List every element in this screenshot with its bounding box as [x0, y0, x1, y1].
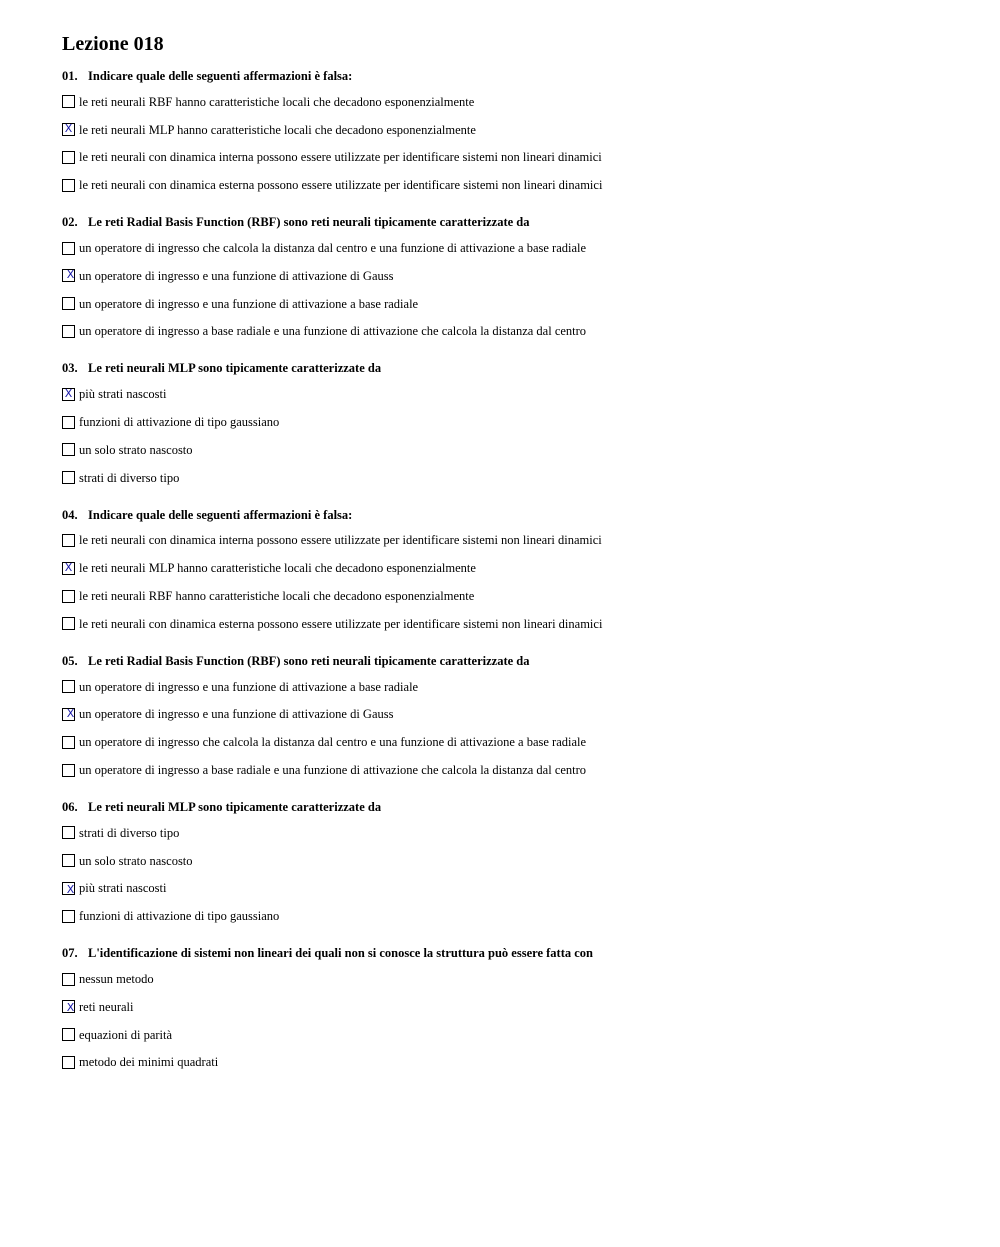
answer-text: le reti neurali con dinamica interna possono essere utilizzate per identificare sistemi non lineari dinamici [79, 150, 602, 165]
answer-option[interactable] [62, 673, 962, 701]
answer-text: più strati nascosti [79, 387, 167, 402]
answer-text: le reti neurali RBF hanno caratteristiche locali che decadono esponenzialmente [79, 94, 475, 109]
question-header [62, 359, 962, 377]
answer-checkbox[interactable] [62, 973, 75, 986]
check-mark: X [66, 268, 75, 282]
answer-checkbox[interactable] [62, 736, 75, 749]
question-text: Le reti neurali MLP sono tipicamente caratterizzate da [88, 799, 382, 814]
question-number: 04. [62, 507, 78, 522]
answer-option[interactable] [62, 408, 962, 436]
question-header [62, 67, 962, 85]
answer-checkbox[interactable] [62, 242, 75, 255]
answer-text: reti neurali [79, 999, 134, 1014]
answer-text: equazioni di parità [79, 1027, 173, 1042]
answer-text: nessun metodo [79, 972, 154, 987]
answer-text: le reti neurali con dinamica esterna possono essere utilizzate per identificare sistemi non lineari dinamici [79, 178, 603, 193]
question [62, 359, 962, 491]
answer-checkbox[interactable] [62, 764, 75, 777]
answer-checkbox[interactable] [62, 617, 75, 630]
document-page [62, 30, 962, 1076]
check-mark: X [64, 560, 73, 574]
answer-checkbox[interactable] [62, 1028, 75, 1041]
question-text: Indicare quale delle seguenti affermazioni è falsa: [88, 69, 353, 83]
answer-checkbox[interactable] [62, 95, 75, 108]
answer-option[interactable] [62, 1021, 962, 1049]
question-header [62, 506, 962, 524]
answer-option[interactable] [62, 171, 962, 199]
answer-checkbox[interactable] [62, 562, 75, 575]
question-number: 01. [62, 69, 78, 83]
question-number: 06. [62, 799, 78, 814]
answer-checkbox[interactable] [62, 471, 75, 484]
answer-checkbox[interactable] [62, 416, 75, 429]
question-header [62, 798, 962, 816]
answer-text: le reti neurali MLP hanno caratteristiche locali che decadono esponenzialmente [79, 561, 476, 576]
question-text: Indicare quale delle seguenti affermazioni è falsa: [88, 507, 353, 522]
question [62, 798, 962, 930]
answer-checkbox[interactable] [62, 680, 75, 693]
answer-option[interactable] [62, 993, 962, 1021]
answer-text: strati di diverso tipo [79, 825, 180, 840]
answer-checkbox[interactable] [62, 269, 75, 282]
question-text: Le reti Radial Basis Function (RBF) sono reti neurali tipicamente caratterizzate da [88, 215, 530, 230]
answer-option[interactable] [62, 847, 962, 875]
answer-option[interactable] [62, 610, 962, 638]
answer-checkbox[interactable] [62, 854, 75, 867]
question-text: L'identificazione di sistemi non lineari dei quali non si conosce la struttura può essere fatta con [88, 946, 593, 961]
answer-option[interactable] [62, 527, 962, 555]
answer-checkbox[interactable] [62, 123, 75, 136]
answer-option[interactable] [62, 436, 962, 464]
answer-checkbox[interactable] [62, 325, 75, 338]
answer-text: le reti neurali con dinamica interna possono essere utilizzate per identificare sistemi non lineari dinamici [79, 533, 602, 548]
question-number: 05. [62, 653, 78, 668]
question-text: Le reti neurali MLP sono tipicamente caratterizzate da [88, 361, 382, 376]
question-header [62, 213, 962, 231]
answer-checkbox[interactable] [62, 388, 75, 401]
answer-checkbox[interactable] [62, 1056, 75, 1069]
answer-checkbox[interactable] [62, 443, 75, 456]
answer-checkbox[interactable] [62, 882, 75, 895]
answer-options [62, 380, 962, 491]
page-title: Lezione 018 [62, 33, 164, 55]
answer-checkbox[interactable] [62, 826, 75, 839]
answer-option[interactable] [62, 902, 962, 930]
answer-text: un operatore di ingresso e una funzione di attivazione di Gauss [79, 707, 394, 722]
answer-text: le reti neurali con dinamica esterna possono essere utilizzate per identificare sistemi non lineari dinamici [79, 616, 603, 631]
question-number: 03. [62, 361, 78, 376]
check-mark: X [64, 386, 73, 400]
answer-options [62, 88, 962, 199]
answer-option[interactable] [62, 701, 962, 729]
answer-text: un operatore di ingresso e una funzione di attivazione a base radiale [79, 296, 419, 311]
answer-checkbox[interactable] [62, 590, 75, 603]
check-mark: X [66, 706, 75, 720]
question [62, 944, 962, 1076]
answer-option[interactable] [62, 234, 962, 262]
check-mark: X [66, 882, 75, 896]
answer-text: un solo strato nascosto [79, 853, 193, 868]
question-number: 02. [62, 215, 78, 230]
answer-option[interactable] [62, 380, 962, 408]
answer-text: funzioni di attivazione di tipo gaussiano [79, 909, 280, 924]
answer-text: più strati nascosti [79, 881, 167, 896]
answer-option[interactable] [62, 756, 962, 784]
answer-option[interactable] [62, 464, 962, 492]
answer-checkbox[interactable] [62, 1000, 75, 1013]
question-text: Le reti Radial Basis Function (RBF) sono reti neurali tipicamente caratterizzate da [88, 653, 530, 668]
answer-text: un operatore di ingresso che calcola la distanza dal centro e una funzione di attivazione a base radiale [79, 241, 587, 256]
question [62, 213, 962, 345]
check-mark: X [64, 122, 73, 136]
answer-checkbox[interactable] [62, 534, 75, 547]
question [62, 67, 962, 199]
answer-text: un solo strato nascosto [79, 442, 193, 457]
answer-options [62, 527, 962, 638]
answer-checkbox[interactable] [62, 297, 75, 310]
answer-checkbox[interactable] [62, 708, 75, 721]
answer-text: metodo dei minimi quadrati [79, 1055, 219, 1070]
answer-options [62, 819, 962, 930]
answer-option[interactable] [62, 965, 962, 993]
answer-text: le reti neurali MLP hanno caratteristiche locali che decadono esponenzialmente [79, 122, 476, 137]
answer-option[interactable] [62, 262, 962, 290]
question [62, 506, 962, 638]
answer-option[interactable] [62, 290, 962, 318]
answer-option[interactable] [62, 318, 962, 346]
answer-option[interactable] [62, 819, 962, 847]
answer-text: un operatore di ingresso e una funzione di attivazione a base radiale [79, 679, 419, 694]
answer-text: un operatore di ingresso che calcola la distanza dal centro e una funzione di attivazione a base radiale [79, 735, 587, 750]
answer-text: strati di diverso tipo [79, 470, 180, 485]
answer-checkbox[interactable] [62, 151, 75, 164]
answer-option[interactable] [62, 88, 962, 116]
answer-option[interactable] [62, 728, 962, 756]
answer-text: un operatore di ingresso e una funzione di attivazione di Gauss [79, 268, 394, 283]
question-number: 07. [62, 946, 78, 961]
answer-checkbox[interactable] [62, 179, 75, 192]
answer-option[interactable] [62, 1049, 962, 1077]
answer-options [62, 965, 962, 1076]
answer-option[interactable] [62, 144, 962, 172]
answer-option[interactable] [62, 116, 962, 144]
answer-text: un operatore di ingresso a base radiale e una funzione di attivazione che calcola la distanza dal centro [79, 324, 587, 339]
answer-text: un operatore di ingresso a base radiale e una funzione di attivazione che calcola la distanza dal centro [79, 763, 587, 778]
question-header [62, 944, 962, 962]
answer-option[interactable] [62, 554, 962, 582]
question-header [62, 652, 962, 670]
answer-options [62, 234, 962, 345]
answer-option[interactable] [62, 875, 962, 903]
answer-text: le reti neurali RBF hanno caratteristiche locali che decadono esponenzialmente [79, 589, 475, 604]
answer-option[interactable] [62, 582, 962, 610]
answer-checkbox[interactable] [62, 910, 75, 923]
answer-text: funzioni di attivazione di tipo gaussiano [79, 415, 280, 430]
answer-options [62, 673, 962, 784]
check-mark: X [66, 1001, 75, 1015]
question [62, 652, 962, 784]
